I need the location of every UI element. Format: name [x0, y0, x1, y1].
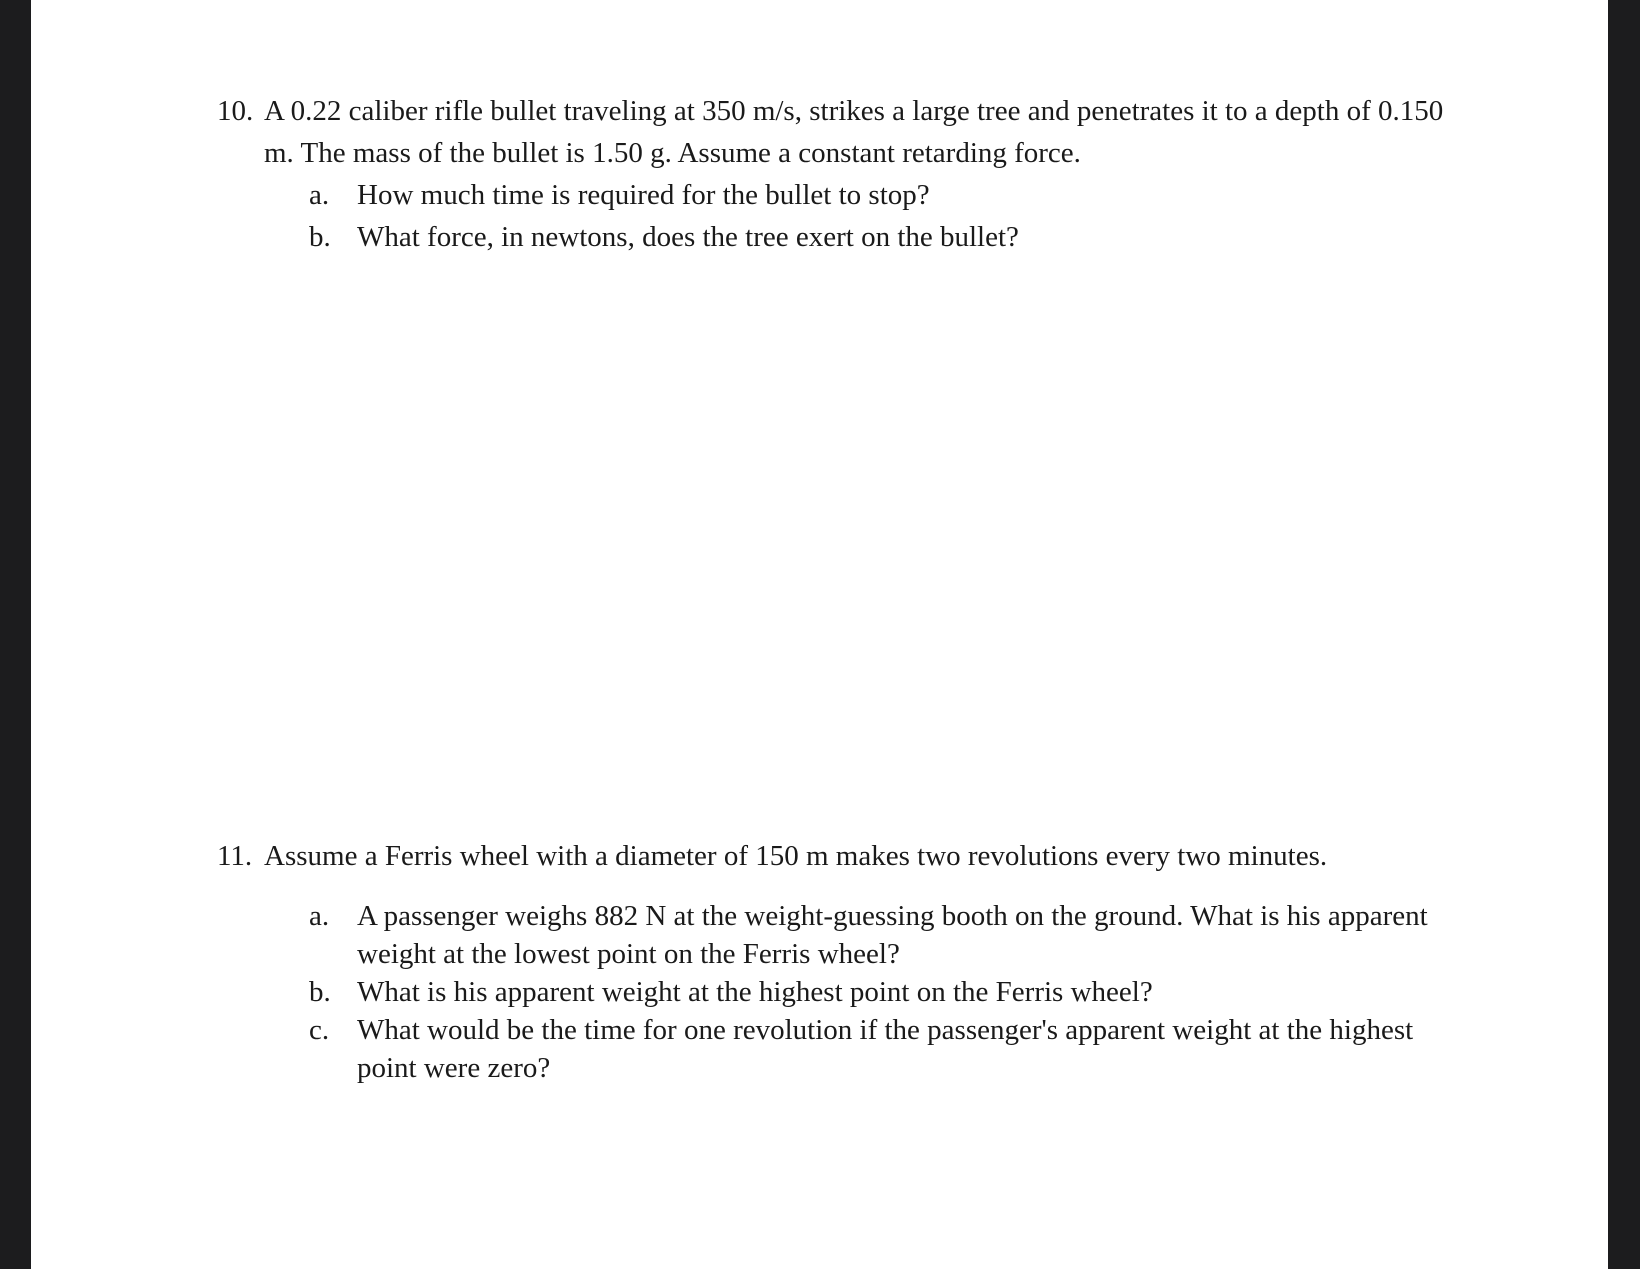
question-part-c — [217, 1011, 1477, 1087]
question-text: Assume a Ferris wheel with a diameter of 150 m makes two revolutions every two minutes. — [264, 840, 1328, 872]
question-text: A 0.22 caliber rifle bullet traveling at 350 m/s, strikes a large tree and penetrates it to a depth of 0.150 m. The mass of the bullet is 1.50 g. Assume a constant retarding force. — [264, 95, 1444, 169]
question-part-a — [217, 174, 1477, 216]
part-text: What force, in newtons, does the tree exert on the bullet? — [357, 221, 1019, 253]
part-letter: a. — [309, 179, 330, 211]
question-part-b — [217, 973, 1477, 1011]
part-letter: b. — [309, 221, 331, 253]
part-text: What would be the time for one revolution if the passenger's apparent weight at the highest point were zero? — [357, 1014, 1414, 1084]
question-part-b — [217, 216, 1477, 258]
question-11 — [217, 835, 1477, 1087]
part-letter: c. — [309, 1014, 330, 1046]
question-10 — [217, 90, 1477, 258]
question-number: 10. — [217, 95, 254, 127]
question-number: 11. — [217, 840, 253, 872]
part-text: How much time is required for the bullet to stop? — [357, 179, 930, 211]
question-parts — [217, 897, 1477, 1087]
document-page — [31, 0, 1608, 1269]
part-text: What is his apparent weight at the highest point on the Ferris wheel? — [357, 976, 1153, 1008]
question-part-a — [217, 897, 1477, 973]
question-parts — [217, 174, 1477, 258]
part-text: A passenger weighs 882 N at the weight-guessing booth on the ground. What is his apparent weight at the lowest point on the Ferris wheel? — [357, 900, 1428, 970]
part-letter: b. — [309, 976, 331, 1008]
part-letter: a. — [309, 900, 330, 932]
